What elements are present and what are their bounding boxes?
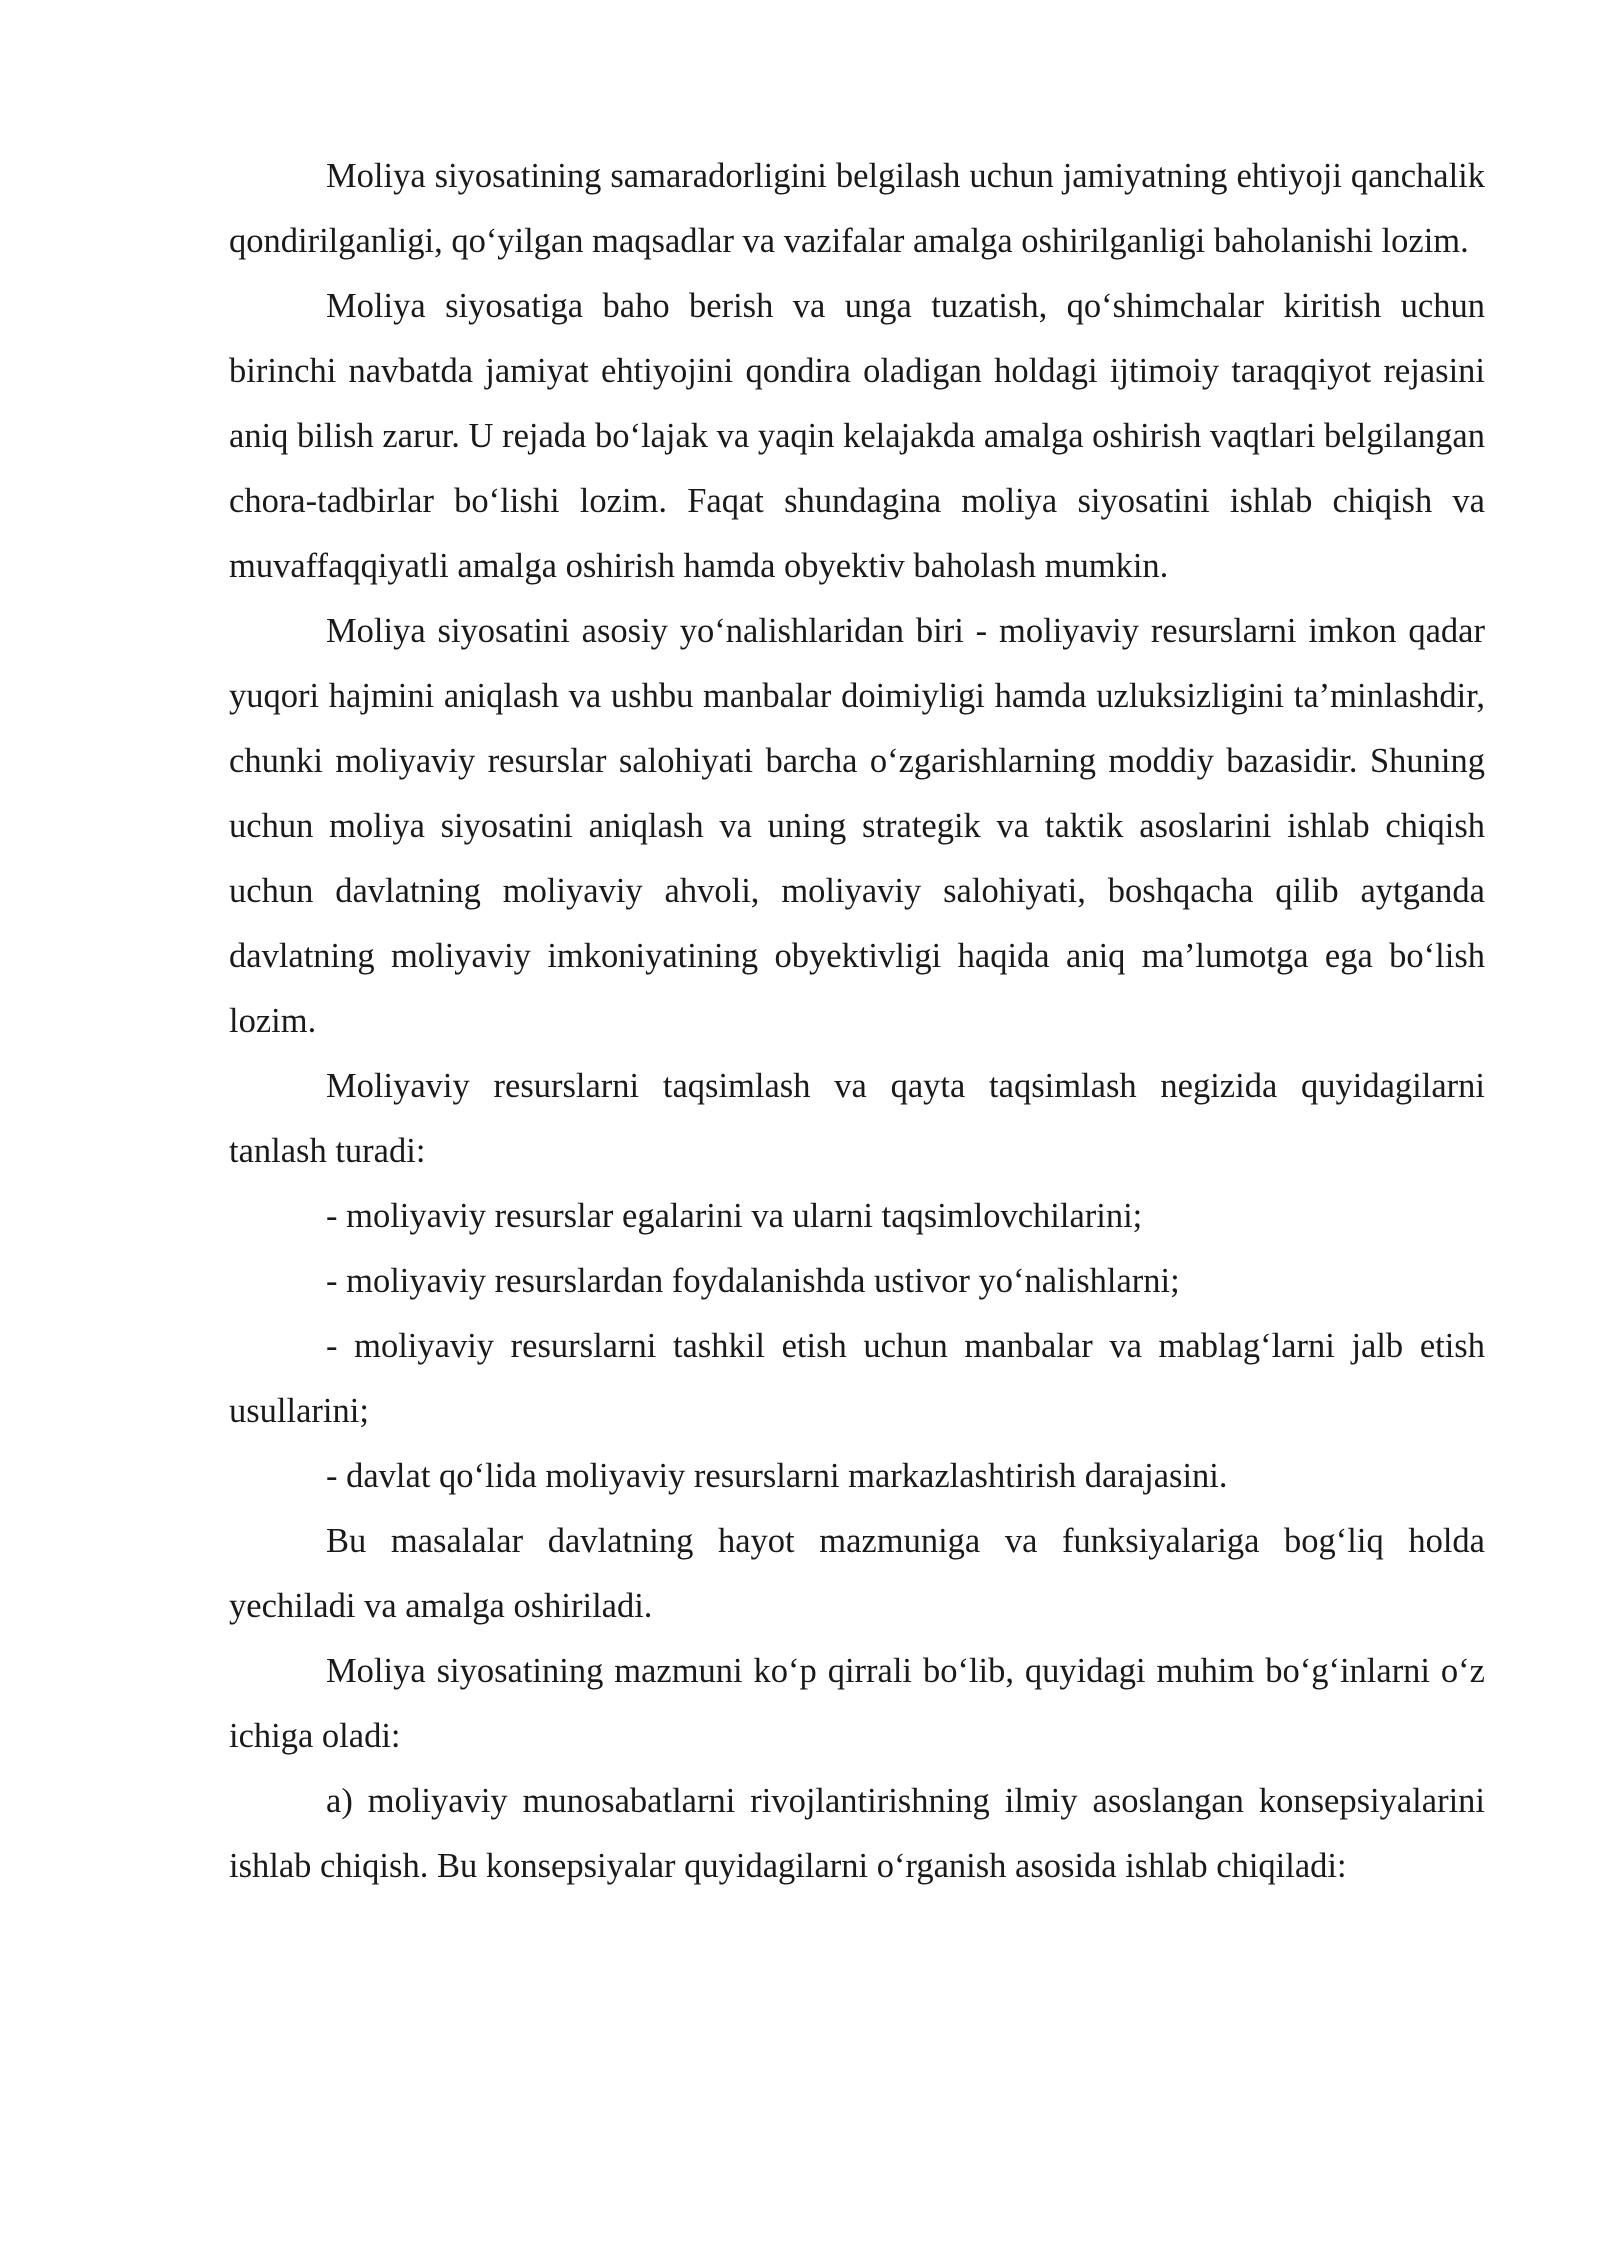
paragraph: Moliya siyosatining samaradorligini belgilash uchun jamiyatning ehtiyoji qanchalik qondirilganligi, qo‘yilgan maqsadlar va vazifalar amalga oshirilganligi baholanishi lozim. xyxy=(229,157,1485,260)
paragraph: Moliyaviy resurslarni taqsimlash va qayta taqsimlash negizida quyidagilarni tanlash turadi: xyxy=(229,1067,1485,1170)
list-item: - moliyaviy resurslardan foydalanishda ustivor yo‘nalishlarni; xyxy=(326,1262,1180,1300)
paragraph: a) moliyaviy munosabatlarni rivojlantirishning ilmiy asoslangan konsepsiyalarini ishlab chiqish. Bu konsepsiyalar quyidagilarni o‘rganish asosida ishlab chiqiladi: xyxy=(229,1782,1485,1885)
document-body xyxy=(229,144,1485,1899)
paragraph: Moliya siyosatini asosiy yo‘nalishlaridan biri - moliyaviy resurslarni imkon qadar yuqori hajmini aniqlash va ushbu manbalar doimiyligi hamda uzluksizligini ta’minlashdir, chunki moliyaviy resurslar salohiyati barcha o‘zgarishlarning moddiy bazasidir. Shuning uchun moliya siyosatini aniqlash va uning strategik va taktik asoslarini ishlab chiqish uchun davlatning moliyaviy ahvoli, moliyaviy salohiyati, boshqacha qilib aytganda davlatning moliyaviy imkoniyatining obyektivligi haqida aniq ma’lumotga ega bo‘lish lozim. xyxy=(229,612,1485,1040)
paragraph: Moliya siyosatining mazmuni ko‘p qirrali bo‘lib, quyidagi muhim bo‘g‘inlarni o‘z ichiga oladi: xyxy=(229,1652,1485,1755)
paragraph: Moliya siyosatiga baho berish va unga tuzatish, qo‘shimchalar kiritish uchun birinchi navbatda jamiyat ehtiyojini qondira oladigan holdagi ijtimoiy taraqqiyot rejasini aniq bilish zarur. U rejada bo‘lajak va yaqin kelajakda amalga oshirish vaqtlari belgilangan chora-tadbirlar bo‘lishi lozim. Faqat shundagina moliya siyosatini ishlab chiqish va muvaffaqqiyatli amalga oshirish hamda obyektiv baholash mumkin. xyxy=(229,287,1485,585)
list-item: - davlat qo‘lida moliyaviy resurslarni markazlashtirish darajasini. xyxy=(326,1457,1228,1495)
paragraph: Bu masalalar davlatning hayot mazmuniga va funksiyalariga bog‘liq holda yechiladi va amalga oshiriladi. xyxy=(229,1522,1485,1625)
list-item: - moliyaviy resurslarni tashkil etish uchun manbalar va mablag‘larni jalb etish usullarini; xyxy=(229,1327,1485,1430)
list-item: - moliyaviy resurslar egalarini va ularni taqsimlovchilarini; xyxy=(326,1197,1143,1235)
